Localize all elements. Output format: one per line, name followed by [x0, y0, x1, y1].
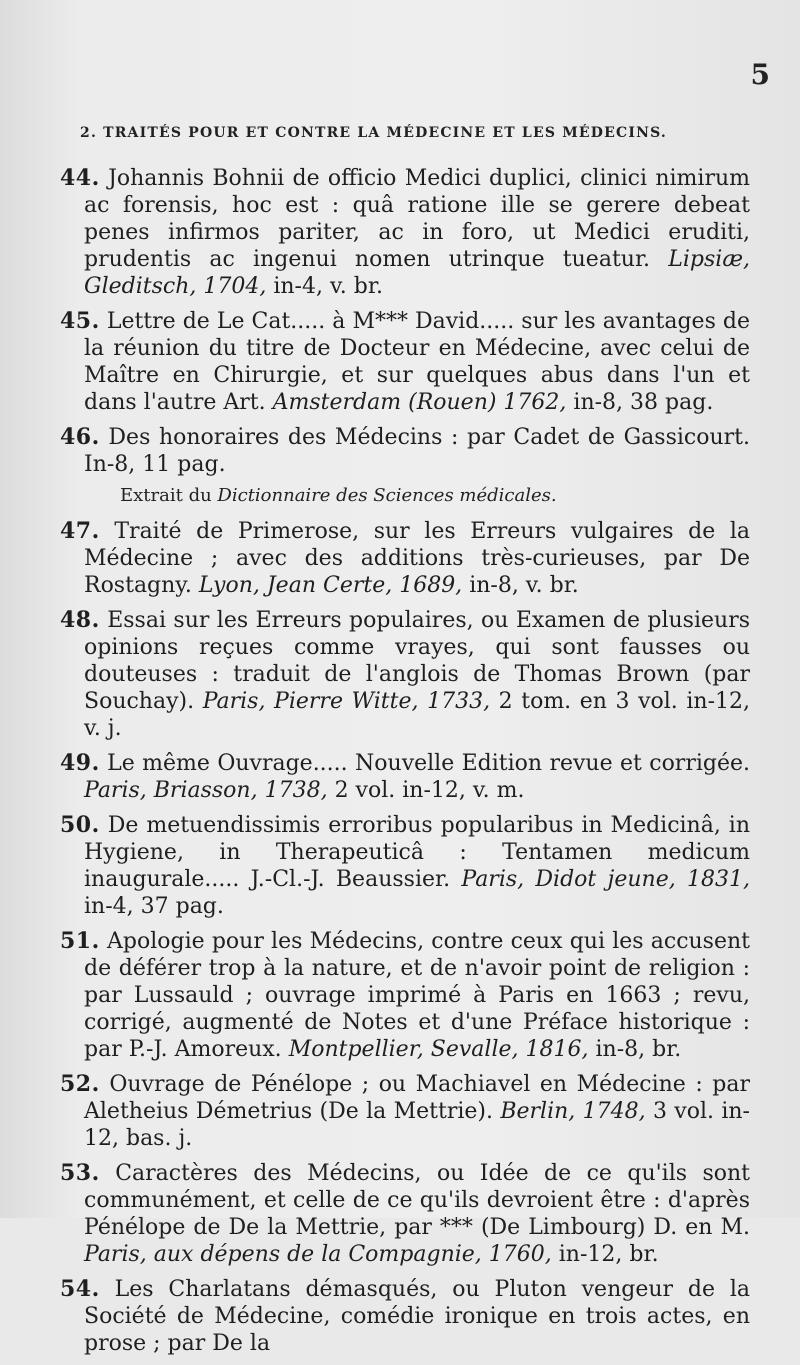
- entry-imprint: Lyon, Jean Certe, 1689,: [198, 573, 463, 598]
- entry-46-note: [120, 484, 750, 508]
- running-head: 2. TRAITÉS POUR ET CONTRE LA MÉDECINE ET LES MÉDECINS.: [80, 125, 667, 141]
- entry-imprint: Berlin, 1748,: [500, 1099, 646, 1124]
- entry-text: Traité de Primerose, sur les Erreurs vulgaires de la Médecine ; avec des additions très-curieuses, par De Rostagny.: [84, 519, 750, 598]
- entry-imprint: Montpellier, Sevalle, 1816,: [288, 1037, 589, 1062]
- entry-number: 53.: [60, 1160, 100, 1186]
- entry-imprint: Paris, Pierre Witte, 1733,: [202, 689, 491, 714]
- entry-number: 51.: [60, 928, 100, 954]
- entry-text: Essai sur les Erreurs populaires, ou Examen de plusieurs opinions reçues comme vrayes, qui sont fausses ou douteuses : traduit de l'anglois de Thomas Brown (par Souchay).: [84, 608, 751, 714]
- entry-format: in-4, v. br.: [273, 274, 383, 299]
- entry-text: Lettre de Le Cat..... à M*** David..... sur les avantages de la réunion du titre de Docteur en Médecine, avec celui de Maître en Chirurgie, et sur quelques abus dans l'un et dans l'autre Art.: [84, 309, 751, 415]
- entry-format: in-12, br.: [558, 1242, 659, 1267]
- entry-45: [60, 308, 750, 416]
- entry-text: Des honoraires des Médecins : par Cadet de Gassicourt. In-8,: [84, 425, 750, 477]
- entry-imprint: Lipsiæ, Gleditsch, 1704,: [84, 247, 750, 299]
- entry-49: [60, 750, 750, 804]
- entry-number: 49.: [60, 750, 100, 776]
- entry-number: 46.: [60, 424, 100, 450]
- entry-48: [60, 607, 750, 742]
- entry-number: 54.: [60, 1276, 100, 1302]
- entry-46: [60, 424, 750, 478]
- entry-imprint: Paris, Didot jeune, 1831,: [461, 867, 750, 892]
- entry-text: De metuendissimis erroribus popularibus in Medicinâ, in Hygiene, in Therapeuticâ : Tentamen medicum inaugurale..... J.-Cl.-J. Beaussier.: [84, 813, 750, 892]
- entry-text: Caractères des Médecins, ou Idée de ce qu'ils sont communément, et celle de ce qu'ils devroient être : d'après Pénélope de De la Mettrie, par *** (De Limbourg) D. en M.: [84, 1161, 750, 1240]
- entry-47: [60, 518, 750, 599]
- entry-format: in-8, 38 pag.: [573, 390, 714, 415]
- entry-format: 2 tom. en 3 vol. in-12, v. j.: [84, 689, 751, 741]
- entry-format: 11 pag.: [142, 452, 226, 477]
- entry-text: Les Charlatans démasqués, ou Pluton vengeur de la Société de Médecine, comédie ironique en trois actes, en prose ; par De la: [84, 1277, 750, 1356]
- entry-format: in-8, br.: [595, 1037, 682, 1062]
- page-number: 5: [750, 58, 770, 91]
- entry-53: [60, 1160, 750, 1268]
- entry-number: 52.: [60, 1071, 100, 1097]
- entry-imprint: Paris, Briasson, 1738,: [84, 778, 328, 803]
- entry-text: Johannis Bohnii de officio Medici duplici, clinici nimirum ac forensis, hoc est : quâ ratione ille se gerere debeat penes infirmos pariter, ac in foro, ut Medici eruditi, prudentis ac ingenui nomen utrinque tueatur.: [84, 166, 750, 272]
- entry-format: in-4, 37 pag.: [84, 894, 224, 919]
- entry-number: 47.: [60, 518, 100, 544]
- entry-50: [60, 812, 750, 920]
- entry-text: Le même Ouvrage..... Nouvelle Edition revue et corrigée.: [107, 751, 750, 776]
- note-source: Dictionnaire des Sciences médicales.: [217, 485, 557, 506]
- entry-format: in-8, v. br.: [469, 573, 579, 598]
- entry-list: [60, 165, 750, 1365]
- entry-44: [60, 165, 750, 300]
- entry-51: [60, 928, 750, 1063]
- entry-number: 50.: [60, 812, 100, 838]
- entry-54: [60, 1276, 750, 1357]
- entry-52: [60, 1071, 750, 1152]
- entry-format: 3 vol. in-12, bas. j.: [84, 1099, 750, 1151]
- entry-text: Apologie pour les Médecins, contre ceux qui les accusent de déférer trop à la nature, et de n'avoir point de religion : par Lussauld ; ouvrage imprimé à Paris en 1663 ; revu, corrigé, augmenté de Notes et d'une Préface historique : par P.-J. Amoreux.: [84, 929, 751, 1062]
- entry-text: Ouvrage de Pénélope ; ou Machiavel en Médecine : par Aletheius Démetrius (De la Mettrie).: [84, 1072, 750, 1124]
- entry-imprint: Amsterdam (Rouen) 1762,: [272, 390, 567, 415]
- entry-number: 48.: [60, 607, 100, 633]
- entry-number: 45.: [60, 308, 100, 334]
- entry-imprint: Paris, aux dépens de la Compagnie, 1760,: [84, 1242, 552, 1267]
- note-prefix: Extrait du: [120, 485, 212, 506]
- entry-number: 44.: [60, 165, 100, 191]
- entry-format: 2 vol. in-12, v. m.: [334, 778, 525, 803]
